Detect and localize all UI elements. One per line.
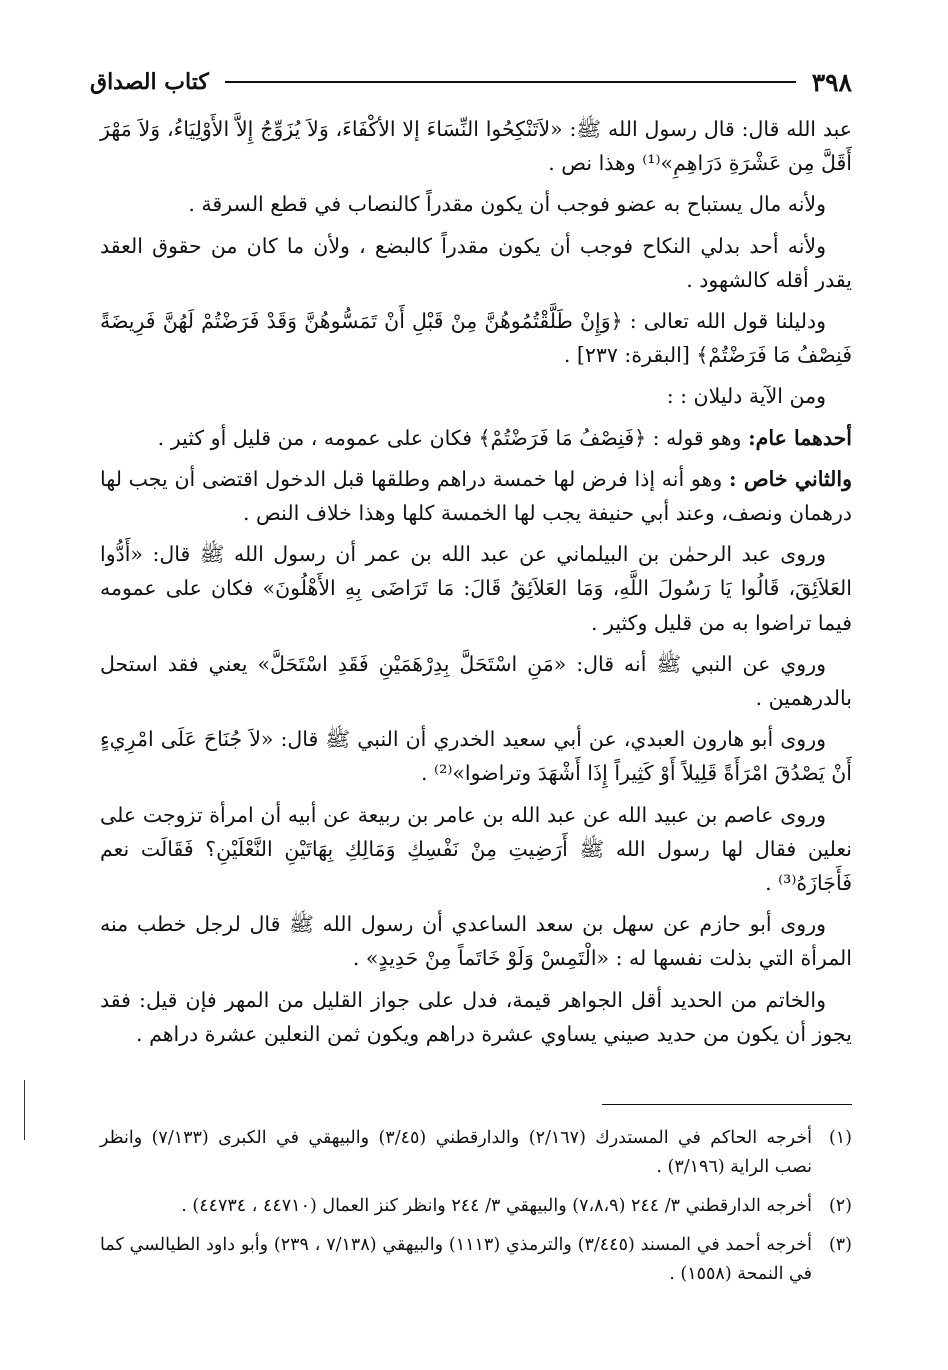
footnote-text: أخرجه الدارقطني ٣/ ٢٤٤ (٧،٨،٩) والبيهقي ٣/ ٢٤٤ وانظر كنز العمال (٤٤٧١٠ ، ٤٤٧٣٤) . [181, 1196, 812, 1216]
paragraph: والخاتم من الحديد أقل الجواهر قيمة، فدل على جواز القليل من المهر فإن قيل: فقد يجوز أن يكون من حديد صيني يساوي عشرة دراهم ويكون ثمن النعلين عشرة دراهم . [100, 987, 852, 1046]
footnote-text: أخرجه الحاكم في المستدرك (٢/١٦٧) والدارقطني (٣/٤٥) والبيهقي في الكبرى (٧/١٣٣) وانظر نصب الراية (٣/١٩٦) . [100, 1128, 813, 1177]
paragraph: ودليلنا قول الله تعالى : ﴿وَإِنْ طَلَّقْتُمُوهُنَّ مِنْ قَبْلِ أَنْ تَمَسُّوهُنَّ وَقَدْ فَرَضْتُمْ لَهُنَّ فَرِيضَةً فَنِصْفُ مَا فَرَضْتُمْ﴾ [البقرة: ٢٣٧] . [100, 309, 852, 368]
footnote-separator [602, 1104, 852, 1105]
paragraph: ولأنه أحد بدلي النكاح فوجب أن يكون مقدراً كالبضع ، ولأن ما كان من حقوق العقد يقدر أقله كالشهود . [100, 233, 852, 292]
evidence-general-label: أحدهما عام: [748, 425, 852, 450]
evidence-specific-label: والثاني خاص : [728, 466, 852, 491]
paragraph: وروى أبو حازم عن سهل بن سعد الساعدي أن رسول الله ﷺ قال لرجل خطب منه المرأة التي بذلت نفسها له : «الْتَمِسْ وَلَوْ خَاتَماً مِنْ حَدِيدٍ» . [100, 912, 852, 971]
paragraph: وروى عاصم بن عبيد الله عن عبد الله بن عامر بن ربيعة عن أبيه أن امرأة تزوجت على نعلين فقال لها رسول الله ﷺ أَرَضِيتِ مِنْ نَفْسِكِ وَمَالِكِ بِهَاتَيْنِ النَّعْلَيْنِ؟ فَقَالَت نعم فَأَجَازَهُ⁽³⁾ . [100, 802, 852, 896]
header-rule [225, 81, 796, 83]
main-text [100, 112, 852, 1058]
footnote-number: (٢) [828, 1196, 852, 1216]
paragraph: وروى أبو هارون العبدي، عن أبي سعيد الخدري أن النبي ﷺ قال: «لاَ جُنَاحَ عَلَى امْرِيءٍ أَنْ يَصْدُقَ امْرَأَةً قَلِيلاً أَوْ كَثِيراً إِذَا أَشْهَدَ وتراضوا»⁽²⁾ . [100, 727, 852, 786]
footnote-number: (٣) [828, 1235, 852, 1255]
paragraph: ومن الآية دليلان : : [666, 384, 826, 409]
footnote-number: (١) [828, 1128, 852, 1148]
paragraph: عبد الله قال: قال رسول الله ﷺ: «لاَتَنْكِحُوا النِّسَاءَ إلا الأكْفَاءَ، وَلاَ يُزَوِّجُ إِلاَّ الأَوْلِيَاءُ، وَلاَ مَهْرَ أَقَلَّ مِن عَشْرَةِ دَرَاهِمِ»⁽¹⁾ وهذا نص . [100, 117, 852, 176]
margin-mark [24, 1080, 25, 1140]
book-title: كتاب الصداق [90, 69, 209, 95]
evidence-specific [100, 462, 852, 530]
page-header [90, 62, 852, 102]
paragraph: وروي عن النبي ﷺ أنه قال: «مَنِ اسْتَحَلَّ بِدِرْهَمَيْنِ فَقَدِ اسْتَحَلَّ» يعني فقد استحل بالدرهمين . [100, 651, 852, 711]
page-number: ٣٩٨ [811, 67, 852, 97]
paragraph: ولأنه مال يستباح به عضو فوجب أن يكون مقدراً كالنصاب في قطع السرقة . [188, 192, 826, 217]
evidence-general-text: وهو قوله : ﴿فَنِصْفُ مَا فَرَضْتُمْ﴾ فكان على عمومه ، من قليل أو كثير . [157, 425, 742, 450]
footnote-text: أخرجه أحمد في المسند (٣/٤٤٥) والترمذي (١١١٣) والبيهقي (٧/١٣٨ ، ٢٣٩) وأبو داود الطيالسي كما في النمحة (١٥٥٨) . [100, 1235, 812, 1284]
paragraph: وروى عبد الرحمٰن بن البيلماني عن عبد الله بن عمر أن رسول الله ﷺ قال: «أَدُّوا العَلاَئِقَ، قَالُوا يَا رَسُولَ اللَّهِ، وَمَا العَلاَئِقُ قَالَ: مَا تَرَاضَى بِهِ الأَهْلُونَ» فكان على عمومه فيما تراضوا به من قليل وكثير . [100, 542, 852, 635]
evidence-general [100, 421, 852, 455]
footnotes [100, 1124, 852, 1299]
footnote [100, 1231, 852, 1289]
evidence-specific-text: وهو أنه إذا فرض لها خمسة دراهم وطلقها قبل الدخول اقتضى أن يجب لها درهمان ونصف، وعند أبي حنيفة يجب لها الخمسة كلها وهذا خلاف النص . [100, 466, 852, 526]
footnote [100, 1124, 852, 1182]
footnote [100, 1192, 852, 1221]
